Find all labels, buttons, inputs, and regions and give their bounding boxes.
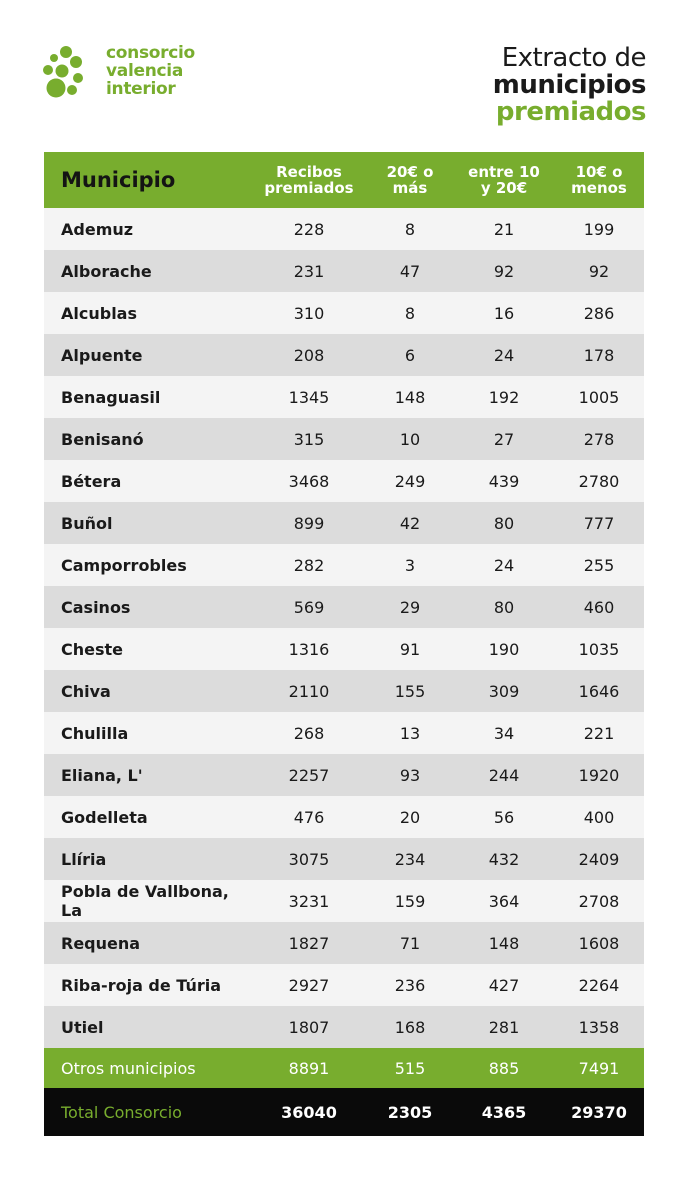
- row-20-o-mas: 6: [404, 345, 416, 365]
- row-20-o-mas: 2305: [387, 1102, 433, 1122]
- row-10-o-menos: 777: [583, 513, 615, 533]
- row-20-o-mas: 168: [394, 1017, 426, 1037]
- row-20-o-mas: 93: [399, 765, 421, 785]
- row-entre-10-y-20: 80: [493, 513, 515, 533]
- row-10-o-menos: 400: [583, 807, 615, 827]
- row-10-o-menos: 1646: [578, 681, 620, 701]
- table-row: [44, 376, 644, 418]
- table-row: [44, 418, 644, 460]
- row-20-o-mas: 42: [399, 513, 421, 533]
- row-recibos: 268: [293, 723, 325, 743]
- row-recibos: 569: [293, 597, 325, 617]
- row-10-o-menos: 2708: [578, 891, 620, 911]
- row-10-o-menos: 199: [583, 219, 615, 239]
- row-recibos: 2110: [288, 681, 330, 701]
- header-entre-10-y-20: entre 10 y 20€: [468, 163, 540, 197]
- row-municipio: Casinos: [61, 597, 131, 617]
- row-entre-10-y-20: 80: [493, 597, 515, 617]
- title-line-2: municipios: [492, 70, 646, 100]
- row-10-o-menos: 2264: [578, 975, 620, 995]
- row-entre-10-y-20: 885: [488, 1058, 520, 1078]
- table-row: [44, 460, 644, 502]
- row-municipio: Benisanó: [61, 429, 144, 449]
- table-row: [44, 502, 644, 544]
- row-20-o-mas: 47: [399, 261, 421, 281]
- row-10-o-menos: 7491: [578, 1058, 620, 1078]
- table-row: [44, 334, 644, 376]
- row-entre-10-y-20: 21: [493, 219, 515, 239]
- row-10-o-menos: 460: [583, 597, 615, 617]
- row-entre-10-y-20: 56: [493, 807, 515, 827]
- row-10-o-menos: 278: [583, 429, 615, 449]
- row-20-o-mas: 13: [399, 723, 421, 743]
- row-entre-10-y-20: 4365: [481, 1102, 527, 1122]
- row-municipio: Alpuente: [61, 345, 143, 365]
- row-20-o-mas: 234: [394, 849, 426, 869]
- row-20-o-mas: 91: [399, 639, 421, 659]
- row-entre-10-y-20: 432: [488, 849, 520, 869]
- row-20-o-mas: 515: [394, 1058, 426, 1078]
- row-municipio: Cheste: [61, 639, 124, 659]
- row-municipio: Pobla de Vallbona, La: [61, 882, 229, 920]
- row-municipio: Alborache: [61, 261, 152, 281]
- row-10-o-menos: 1920: [578, 765, 620, 785]
- row-municipio: Ademuz: [61, 219, 134, 239]
- title-line-3: premiados: [495, 97, 646, 127]
- header-10-o-menos: 10€ o menos: [571, 163, 627, 197]
- row-recibos: 228: [293, 219, 325, 239]
- row-recibos: 310: [293, 303, 325, 323]
- row-entre-10-y-20: 148: [488, 933, 520, 953]
- row-municipio: Bétera: [61, 471, 122, 491]
- row-municipio: Chiva: [61, 681, 111, 701]
- row-10-o-menos: 29370: [571, 1102, 627, 1122]
- grape-cluster-logo-icon: [42, 44, 102, 104]
- row-recibos: 3075: [288, 849, 330, 869]
- row-entre-10-y-20: 24: [493, 345, 515, 365]
- row-municipio: Godelleta: [61, 807, 148, 827]
- row-municipio: Llíria: [61, 849, 107, 869]
- table-row: [44, 586, 644, 628]
- row-10-o-menos: 221: [583, 723, 615, 743]
- table-row: [44, 670, 644, 712]
- table-row: [44, 754, 644, 796]
- row-20-o-mas: 236: [394, 975, 426, 995]
- row-municipio: Total Consorcio: [61, 1102, 182, 1122]
- row-entre-10-y-20: 309: [488, 681, 520, 701]
- row-20-o-mas: 29: [399, 597, 421, 617]
- table-row: [44, 250, 644, 292]
- row-entre-10-y-20: 190: [488, 639, 520, 659]
- row-municipio: Requena: [61, 933, 141, 953]
- row-entre-10-y-20: 244: [488, 765, 520, 785]
- row-20-o-mas: 71: [399, 933, 421, 953]
- row-entre-10-y-20: 427: [488, 975, 520, 995]
- row-entre-10-y-20: 439: [488, 471, 520, 491]
- row-entre-10-y-20: 281: [488, 1017, 520, 1037]
- row-recibos: 282: [293, 555, 325, 575]
- row-10-o-menos: 2409: [578, 849, 620, 869]
- header-municipio: Municipio: [61, 168, 176, 192]
- row-20-o-mas: 249: [394, 471, 426, 491]
- row-municipio: Alcublas: [61, 303, 137, 323]
- table-header-row: [44, 152, 644, 208]
- logo-line-3: interior: [106, 79, 176, 99]
- row-municipio: Camporrobles: [61, 555, 187, 575]
- row-entre-10-y-20: 27: [493, 429, 515, 449]
- table-row: [44, 838, 644, 880]
- row-recibos: 476: [293, 807, 325, 827]
- row-20-o-mas: 148: [394, 387, 426, 407]
- row-municipio: Riba-roja de Túria: [61, 975, 222, 995]
- page-title: [493, 44, 646, 126]
- row-20-o-mas: 8: [404, 219, 416, 239]
- row-municipio: Eliana, L': [61, 765, 143, 785]
- row-20-o-mas: 3: [404, 555, 416, 575]
- row-recibos: 2257: [288, 765, 330, 785]
- row-entre-10-y-20: 364: [488, 891, 520, 911]
- table-row: [44, 964, 644, 1006]
- row-10-o-menos: 178: [583, 345, 615, 365]
- table-row: [44, 208, 644, 250]
- row-10-o-menos: 1358: [578, 1017, 620, 1037]
- row-municipio: Utiel: [61, 1017, 104, 1037]
- row-entre-10-y-20: 34: [493, 723, 515, 743]
- row-recibos: 2927: [288, 975, 330, 995]
- row-municipio: Benaguasil: [61, 387, 161, 407]
- row-10-o-menos: 1608: [578, 933, 620, 953]
- row-recibos: 8891: [288, 1058, 330, 1078]
- header-recibos: Recibos premiados: [264, 163, 354, 197]
- table-row: [44, 796, 644, 838]
- table-row: [44, 292, 644, 334]
- row-municipio: Chulilla: [61, 723, 129, 743]
- row-recibos: 208: [293, 345, 325, 365]
- row-20-o-mas: 20: [399, 807, 421, 827]
- row-20-o-mas: 10: [399, 429, 421, 449]
- row-recibos: 899: [293, 513, 325, 533]
- row-10-o-menos: 286: [583, 303, 615, 323]
- row-entre-10-y-20: 192: [488, 387, 520, 407]
- row-20-o-mas: 159: [394, 891, 426, 911]
- row-recibos: 3231: [288, 891, 330, 911]
- row-municipio: Buñol: [61, 513, 113, 533]
- row-recibos: 36040: [281, 1102, 337, 1122]
- title-line-1: Extracto de: [501, 43, 646, 73]
- consorcio-logo: [42, 44, 242, 104]
- table-row-total: [44, 1088, 644, 1136]
- table-row: [44, 1006, 644, 1048]
- header-20-o-mas: 20€ o más: [386, 163, 434, 197]
- row-10-o-menos: 1035: [578, 639, 620, 659]
- row-recibos: 231: [293, 261, 325, 281]
- row-recibos: 315: [293, 429, 325, 449]
- table-row: [44, 628, 644, 670]
- row-entre-10-y-20: 92: [493, 261, 515, 281]
- row-10-o-menos: 2780: [578, 471, 620, 491]
- row-entre-10-y-20: 24: [493, 555, 515, 575]
- row-10-o-menos: 92: [588, 261, 610, 281]
- logo-wordmark: [106, 44, 195, 98]
- table-row: [44, 712, 644, 754]
- table-row: [44, 880, 644, 922]
- logo-line-1: consorcio: [106, 43, 195, 63]
- row-recibos: 3468: [288, 471, 330, 491]
- logo-line-2: valencia: [106, 61, 183, 81]
- row-10-o-menos: 1005: [578, 387, 620, 407]
- row-recibos: 1316: [288, 639, 330, 659]
- table-row: [44, 544, 644, 586]
- row-recibos: 1807: [288, 1017, 330, 1037]
- row-recibos: 1345: [288, 387, 330, 407]
- row-entre-10-y-20: 16: [493, 303, 515, 323]
- row-municipio: Otros municipios: [61, 1058, 196, 1078]
- table-row: [44, 922, 644, 964]
- row-20-o-mas: 155: [394, 681, 426, 701]
- row-20-o-mas: 8: [404, 303, 416, 323]
- row-10-o-menos: 255: [583, 555, 615, 575]
- table-row-otros: [44, 1048, 644, 1088]
- table-body: [44, 208, 644, 1048]
- row-recibos: 1827: [288, 933, 330, 953]
- municipios-table: [44, 152, 644, 1136]
